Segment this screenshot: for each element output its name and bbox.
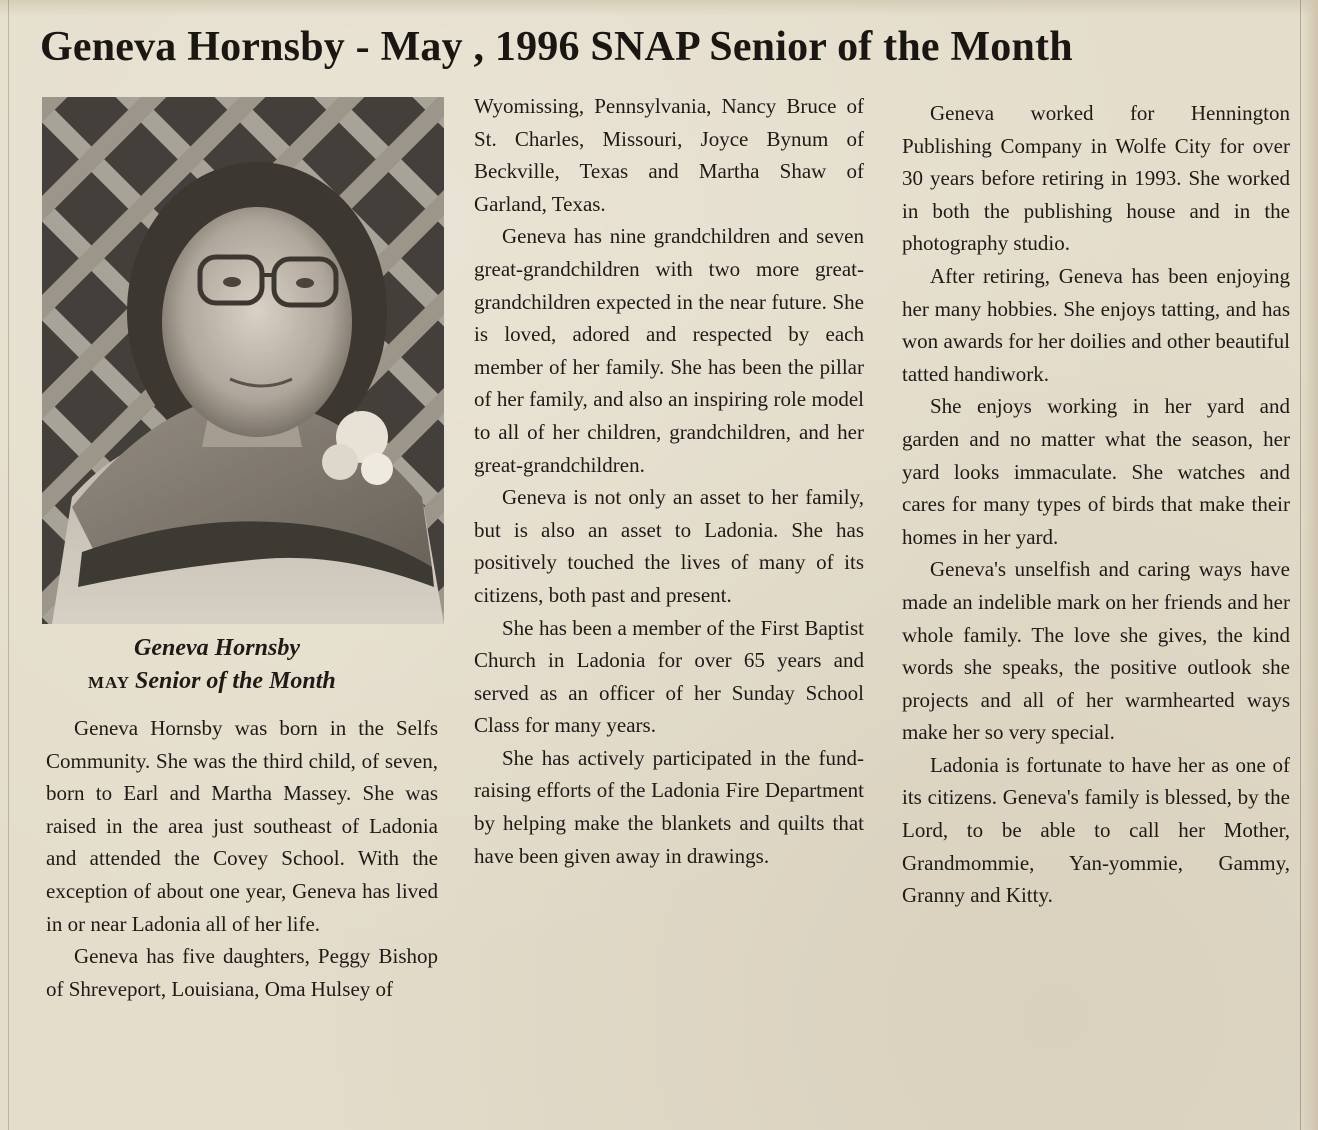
page-edge-right bbox=[1302, 0, 1318, 1130]
article-column-1 bbox=[46, 712, 438, 1005]
paragraph: After retiring, Geneva has been enjoying her many hobbies. She enjoys tatting, and has won awards for her doilies and other beautiful tatted handiwork. bbox=[902, 263, 1290, 386]
paragraph: She has been a member of the First Baptist Church in Ladonia for over 65 years and served as an officer of her Sunday School Class for many years. bbox=[474, 615, 864, 738]
caption-name: Geneva Hornsby bbox=[134, 635, 300, 661]
photo-caption bbox=[46, 632, 446, 699]
column-rule-right bbox=[1300, 0, 1301, 1130]
paragraph: She enjoys working in her yard and garden and no matter what the season, her yard looks immaculate. She watches and cares for many types of birds that make their homes in her yard. bbox=[902, 394, 1290, 549]
caption-title: Senior of the Month bbox=[135, 668, 336, 694]
paragraph: Geneva has nine grandchildren and seven great-grandchildren with two more great-grandchildren expected in the near future. She is loved, adored and respected by each member of her family. She has been the pillar of her family, and also an inspiring role model to all of her children, grandchildren, and her great-grandchildren. bbox=[474, 224, 864, 477]
paragraph: Geneva Hornsby was born in the Selfs Community. She was the third child, of seven, born to Earl and Martha Massey. She was raised in the area just southeast of Ladonia and attended the Covey School. With the exception of about one year, Geneva has lived in or near Ladonia all of her life. bbox=[46, 716, 438, 936]
article-column-3 bbox=[902, 97, 1290, 912]
paragraph: She has actively participated in the fund-raising efforts of the Ladonia Fire Department by helping make the blankets and quilts that have been given away in drawings. bbox=[474, 745, 864, 868]
caption-month: MAY bbox=[88, 673, 131, 692]
caption-title-line bbox=[46, 665, 446, 699]
paragraph: Ladonia is fortunate to have her as one of its citizens. Geneva's family is blessed, by the Lord, to be able to call her Mother, Grandmommie, Yan-yommie, Gammy, Granny and Kitty. bbox=[902, 752, 1290, 908]
paragraph: Geneva's unselfish and caring ways have made an indelible mark on her friends and her whole family. The love she gives, the kind words she speaks, the positive outlook she projects and all of her warmhearted ways make her so very special. bbox=[902, 557, 1290, 745]
paragraph: Geneva is not only an asset to her family, but is also an asset to Ladonia. She has positively touched the lives of many of its citizens, both past and present. bbox=[474, 485, 864, 607]
paragraph: Geneva has five daughters, Peggy Bishop of Shreveport, Louisiana, Oma Hulsey of bbox=[46, 944, 438, 1001]
article-column-2 bbox=[474, 90, 864, 872]
portrait-photo bbox=[42, 97, 444, 624]
page-edge-top bbox=[0, 0, 1318, 16]
article-headline: Geneva Hornsby - May , 1996 SNAP Senior of the Month bbox=[40, 24, 1073, 70]
column-rule-left bbox=[8, 0, 9, 1130]
portrait-photo-icon bbox=[42, 97, 444, 624]
paragraph: Wyomissing, Pennsylvania, Nancy Bruce of St. Charles, Missouri, Joyce Bynum of Beckville, Texas and Martha Shaw of Garland, Texas. bbox=[474, 94, 864, 216]
paragraph: Geneva worked for Hennington Publishing Company in Wolfe City for over 30 years before retiring in 1993. She worked in both the publishing house and in the photography studio. bbox=[902, 101, 1290, 256]
